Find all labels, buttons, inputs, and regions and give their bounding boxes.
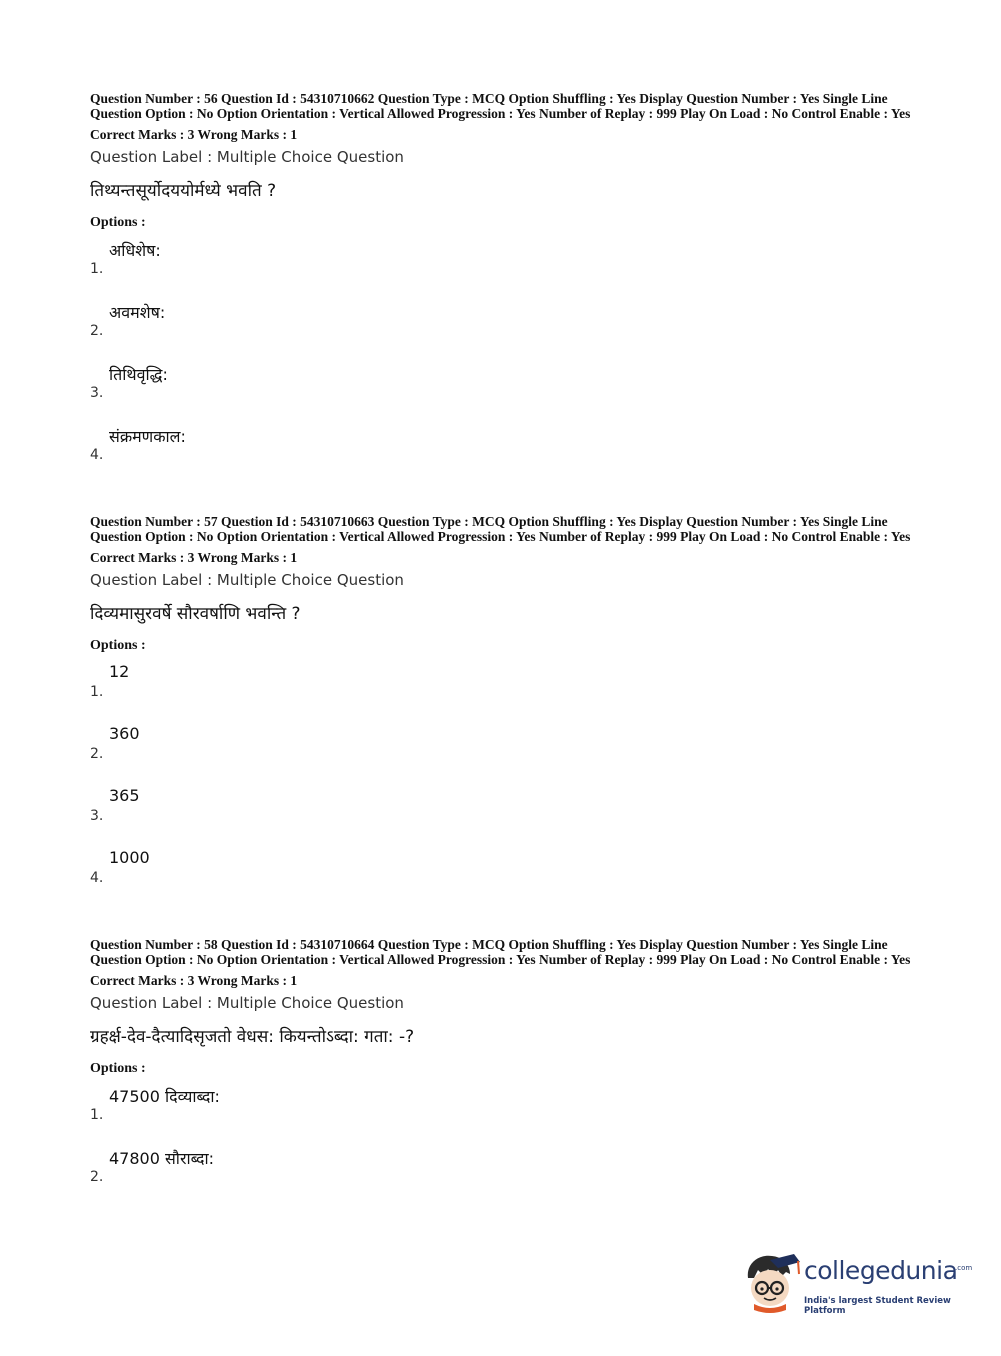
option-number: 3. [90, 808, 104, 824]
logo-wordmark: collegedunia [804, 1256, 958, 1285]
option-text: तिथिवृद्धि: [109, 365, 168, 384]
option-number: 2. [90, 746, 104, 762]
option-number: 1. [90, 1107, 104, 1123]
question-label: Question Label : Multiple Choice Question [90, 148, 404, 166]
option-number: 4. [90, 447, 104, 463]
option-2 [90, 724, 920, 786]
option-1 [90, 662, 920, 724]
question-block-56 [90, 92, 920, 487]
option-text: 47800 सौराब्दा: [109, 1149, 214, 1168]
option-text: अधिशेष: [109, 241, 161, 260]
question-marks: Correct Marks : 3 Wrong Marks : 1 [90, 550, 298, 565]
question-block-58 [90, 938, 920, 1209]
option-2 [90, 301, 920, 363]
option-number: 2. [90, 323, 104, 339]
option-number: 1. [90, 261, 104, 277]
question-label: Question Label : Multiple Choice Question [90, 571, 404, 589]
option-text: संक्रमणकाल: [109, 427, 186, 446]
option-text: 12 [109, 662, 130, 681]
question-meta: Question Number : 56 Question Id : 54310710662 Question Type : MCQ Option Shuffling : Yes Display Question Number : Yes Single Line Question Option : No Option Orientation : Vertical Allowed Progression : Yes Number of Replay : 999 Play On Load : No Control Enable : Yes [90, 91, 911, 121]
option-2 [90, 1147, 920, 1209]
options-heading: Options : [90, 638, 146, 653]
option-number: 4. [90, 870, 104, 886]
question-label: Question Label : Multiple Choice Question [90, 994, 404, 1012]
option-text: 47500 दिव्याब्दा: [109, 1087, 220, 1106]
option-number: 3. [90, 385, 104, 401]
option-text: 365 [109, 786, 140, 805]
option-number: 1. [90, 684, 104, 700]
option-1 [90, 1085, 920, 1147]
option-text: 360 [109, 724, 140, 743]
options-heading: Options : [90, 1061, 146, 1076]
option-text: अवमशेष: [109, 303, 166, 322]
collegedunia-logo [742, 1250, 972, 1320]
options-heading: Options : [90, 215, 146, 230]
question-text: दिव्यमासुरवर्षे सौरवर्षाणि भवन्ति ? [90, 604, 301, 624]
question-marks: Correct Marks : 3 Wrong Marks : 1 [90, 973, 298, 988]
logo-tagline: India's largest Student Review Platform [804, 1296, 951, 1316]
question-meta: Question Number : 57 Question Id : 54310710663 Question Type : MCQ Option Shuffling : Yes Display Question Number : Yes Single Line Question Option : No Option Orientation : Vertical Allowed Progression : Yes Number of Replay : 999 Play On Load : No Control Enable : Yes [90, 514, 911, 544]
option-4 [90, 425, 920, 487]
option-4 [90, 848, 920, 910]
question-text: ग्रहर्क्ष-देव-दैत्यादिसृजतो वेधस: कियन्तोऽब्दा: गता: -? [90, 1027, 415, 1047]
student-mascot-icon [742, 1252, 802, 1314]
option-3 [90, 363, 920, 425]
question-meta: Question Number : 58 Question Id : 54310710664 Question Type : MCQ Option Shuffling : Yes Display Question Number : Yes Single Line Question Option : No Option Orientation : Vertical Allowed Progression : Yes Number of Replay : 999 Play On Load : No Control Enable : Yes [90, 937, 911, 967]
option-1 [90, 239, 920, 301]
question-text: तिथ्यन्तसूर्योदययोर्मध्ये भवति ? [90, 181, 277, 201]
option-text: 1000 [109, 848, 150, 867]
option-3 [90, 786, 920, 848]
option-number: 2. [90, 1169, 104, 1185]
question-marks: Correct Marks : 3 Wrong Marks : 1 [90, 127, 298, 142]
logo-domain: .com [955, 1264, 973, 1272]
question-block-57 [90, 515, 920, 910]
